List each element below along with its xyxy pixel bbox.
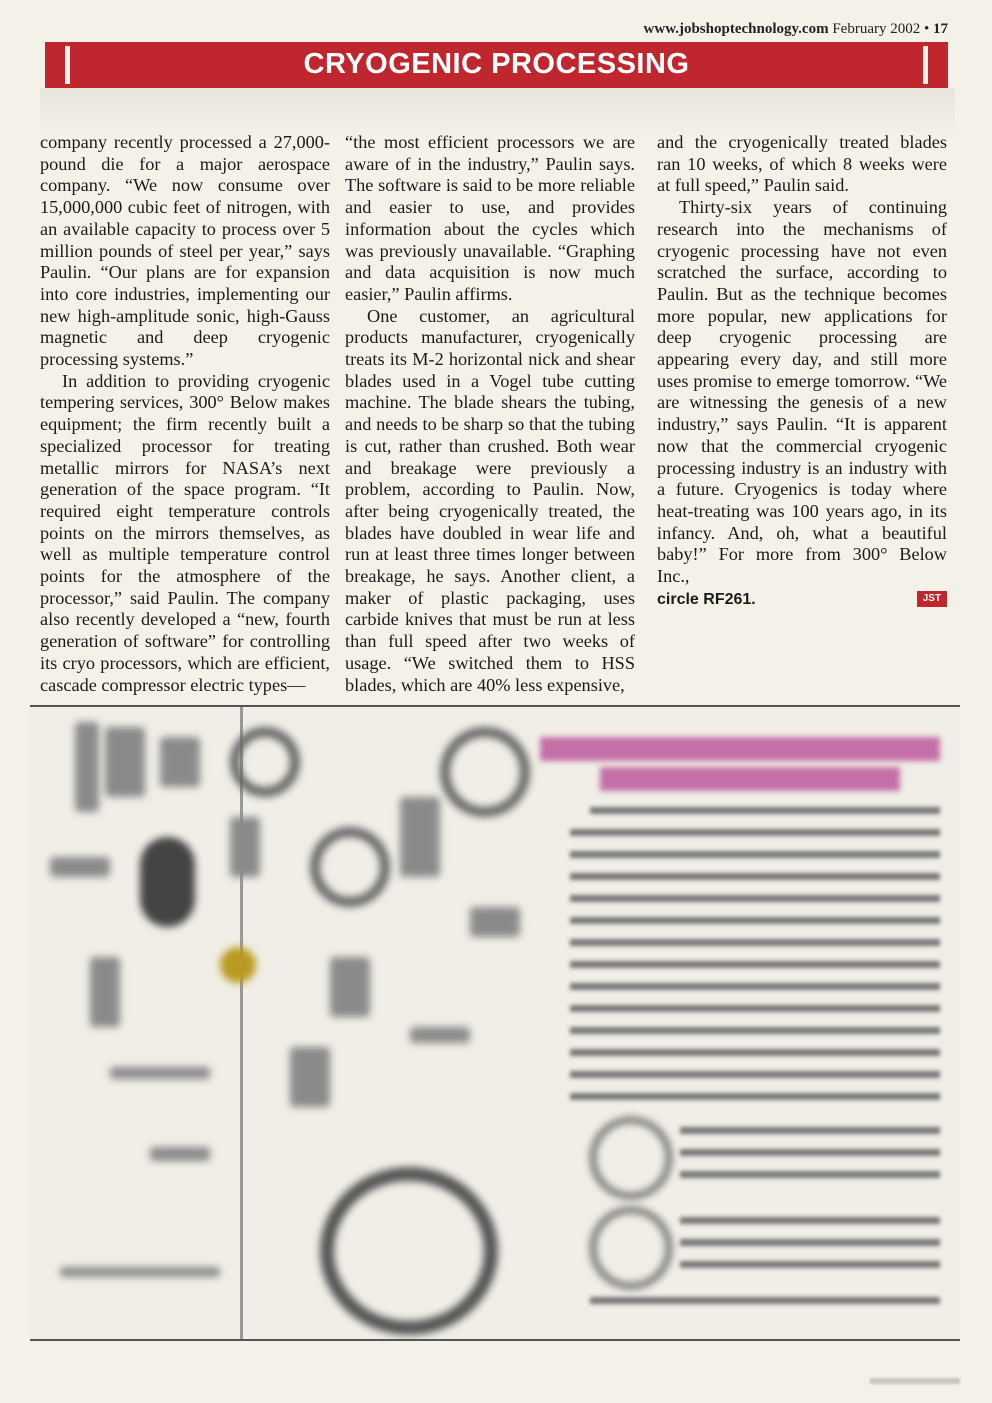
col1-paragraph-1: company recently processed a 27,000-pound die for a major aerospace company. “We now consume over 15,000,000 cubic feet of nitrogen, with an available capacity to process over 5 million pounds of steel per year,” says Paulin. “Our plans are for expansion into core industries, implementing our new high-amplitude sonic, high-Gauss magnetic and deep cryogenic processing systems.” [40, 132, 330, 370]
ad-blur-part [105, 727, 145, 797]
ad-divider [240, 707, 243, 1339]
ad-blur-text [590, 807, 940, 814]
ad-blur-part [330, 957, 370, 1017]
ad-blur-text [590, 1297, 940, 1304]
ad-blur-text [680, 1127, 940, 1134]
header-date: February 2002 [832, 21, 921, 37]
end-mark-badge: JST [917, 591, 947, 607]
ad-blur-text [570, 1093, 940, 1100]
col3-paragraph-1: and the cryogenically treated blades ran 10 weeks, of which 8 weeks were at full speed,” Paulin said. [657, 132, 947, 196]
ad-blur-part [75, 722, 99, 812]
col2-paragraph-2: One customer, an agricultural products manufacturer, cryogenically treats its M-2 horizontal nick and shear blades used in a Vogel tube cutting machine. The blade shears the tubing, and needs to be sharp so that the tubing is cut, rather than crushed. Both wear and breakage were previously a problem, according to Paulin. Now, after being cryogenically treated, the blades have doubled in wear life and run at least three times longer between breakage, he says. Another client, a maker of plastic packaging, uses carbide knives that must be run at less than full speed after two weeks of usage. “We switched them to HSS blades, which are 40% less expensive, [345, 305, 635, 695]
ad-blur-text [570, 983, 940, 990]
ad-blur-magnifier [320, 1167, 498, 1335]
ad-blur-part [150, 1147, 210, 1161]
ad-blur-text [570, 829, 940, 836]
ad-blur-text [570, 1027, 940, 1034]
col2-paragraph-1: “the most efficient processors we are aware of in the industry,” Paulin says. The software is said to be more reliable and easier to use, and provides information about the cycles which was previously unavailable. “Graphing and data acquisition is now much easier,” Paulin affirms. [345, 132, 635, 304]
ad-blur-text [570, 851, 940, 858]
circle-reader-service: circle RF261. [657, 590, 756, 608]
ad-blur-part [90, 957, 120, 1027]
article-column-3 [657, 132, 947, 610]
article-column-2 [345, 132, 635, 696]
ad-blur-seal [590, 1117, 672, 1199]
section-title: CRYOGENIC PROCESSING [303, 48, 690, 80]
ad-blur-part [290, 1047, 330, 1107]
ad-blur-text [570, 939, 940, 946]
col3-closing [657, 588, 947, 611]
article-column-1 [40, 132, 330, 696]
col3-paragraph-2: Thirty-six years of continuing research into the mechanisms of cryogenic processing have not even scratched the surface, according to Paulin. But as the technique becomes more popular, new applications for deep cryogenic processing are appearing every day, and still more uses promise to emerge tomorrow. “We are witnessing the genesis of a new industry,” says Paulin. “It is apparent now that the commercial cryogenic processing industry is an industry with a future. Cryogenics is today where heat-treating was 100 years ago, in its infancy. And, oh, what a beautiful baby!” For more from 300° Below Inc., [657, 197, 947, 587]
ad-blur-text [570, 917, 940, 924]
ad-blur-text [680, 1171, 940, 1178]
ad-blur-text [680, 1261, 940, 1268]
ad-blur-text [570, 1049, 940, 1056]
section-banner [45, 42, 948, 88]
ad-blur-part [400, 797, 440, 877]
ad-blur-text [680, 1217, 940, 1224]
ad-blur-part [60, 1267, 220, 1277]
ad-blur-text [570, 873, 940, 880]
ad-blur-text [570, 895, 940, 902]
ad-blur-part [230, 817, 260, 877]
ad-blur-text [570, 961, 940, 968]
footer-blur-mark [870, 1378, 960, 1384]
col1-paragraph-2: In addition to providing cryogenic tempering services, 300° Below makes equipment; the firm recently built a specialized processor for treating metallic mirrors for NASA’s next generation of the space program. “It required eight temperature controls points on the mirrors themselves, as well as multiple temperature control points for the atmosphere of the processor,” said Paulin. The company also recently developed a “new, fourth generation of software” for controlling its cryo processors, which are efficient, cascade compressor electric types— [40, 370, 330, 695]
ad-blur-part [50, 857, 110, 877]
banner-right-tick [923, 46, 928, 84]
header-bullet: • [923, 21, 930, 37]
ad-blur-part [140, 837, 195, 927]
blurred-advertisement [30, 705, 960, 1341]
ad-blur-part [470, 907, 520, 937]
ad-blur-headline [540, 737, 940, 761]
header-website: www.jobshoptechnology.com [643, 21, 829, 37]
ad-blur-text [680, 1149, 940, 1156]
ad-blur-text [570, 1005, 940, 1012]
ad-blur-part [220, 947, 256, 983]
page-header [644, 21, 948, 38]
ad-blur-headline [600, 767, 900, 791]
ad-blur-part [110, 1067, 210, 1079]
ad-blur-part [160, 737, 200, 787]
ad-blur-text [570, 1071, 940, 1078]
ad-blur-ring [440, 727, 530, 817]
ad-blur-ring [230, 727, 300, 797]
page-number: 17 [933, 21, 948, 37]
ad-blur-part [410, 1027, 470, 1043]
ad-blur-text [680, 1239, 940, 1246]
ad-blur-ring [310, 827, 390, 907]
ad-blur-seal [590, 1207, 672, 1289]
